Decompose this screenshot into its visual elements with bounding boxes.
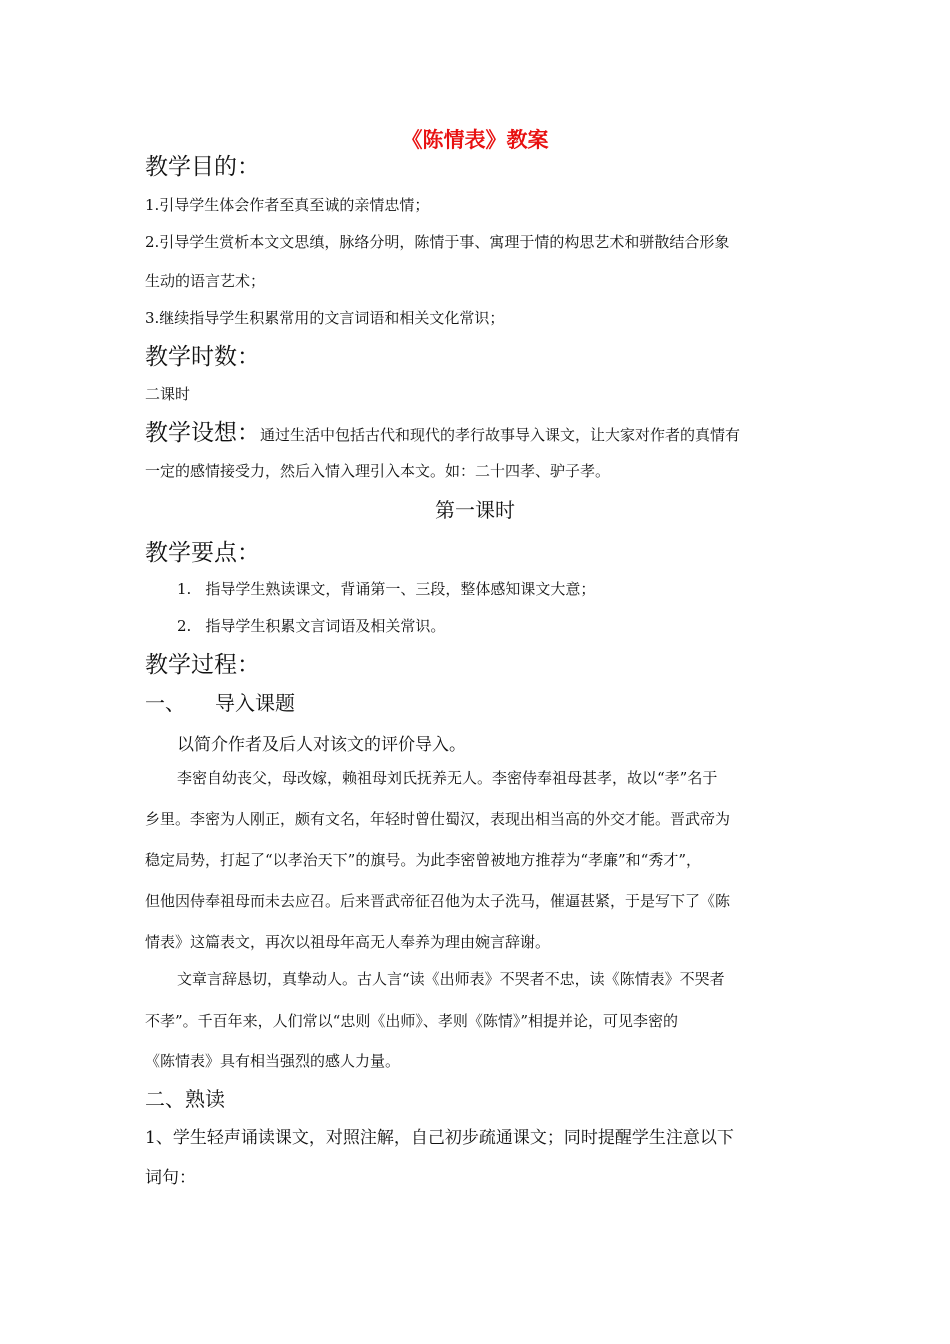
paragraph-line: 乡里。李密为人刚正，颇有文名，年轻时曾仕蜀汉，表现出相当高的外交才能。晋武帝为 (145, 810, 731, 828)
key-point-item (177, 578, 595, 599)
process-heading: 教学过程： (145, 652, 260, 678)
design-text: 通过生活中包括古代和现代的孝行故事导入课文，让大家对作者的真情有 (260, 426, 741, 444)
key-point-number: 2. (177, 617, 192, 635)
lesson-heading: 第一课时 (435, 498, 515, 522)
document-title: 《陈情表》教案 (401, 127, 549, 152)
reading-item: 1、学生轻声诵读课文，对照注解，自己初步疏通课文；同时提醒学生注意以下 (145, 1128, 734, 1148)
design-first-line (145, 414, 740, 447)
section-heading: 二、熟读 (145, 1087, 225, 1111)
key-point-number: 1. (177, 580, 192, 598)
paragraph-line: 但他因侍奉祖母而未去应召。后来晋武帝征召他为太子洗马，催逼甚紧，于是写下了《陈 (145, 892, 731, 910)
paragraph-line: 情表》这篇表文，再次以祖母年高无人奉养为理由婉言辞谢。 (145, 933, 551, 951)
objective-item: 3.继续指导学生积累常用的文言词语和相关文化常识； (145, 309, 505, 327)
objective-item: 1.引导学生体会作者至真至诚的亲情忠情； (145, 196, 430, 214)
objective-item: 2.引导学生赏析本文文思缜，脉络分明，陈情于事、寓理于情的构思艺术和骈散结合形象 (145, 233, 730, 251)
key-point-text: 指导学生积累文言词语及相关常识。 (205, 617, 446, 635)
reading-item: 词句： (145, 1168, 196, 1188)
paragraph-line: 《陈情表》具有相当强烈的感人力量。 (145, 1052, 401, 1070)
key-point-text: 指导学生熟读课文，背诵第一、三段，整体感知课文大意； (205, 580, 596, 598)
hours-value: 二课时 (145, 385, 191, 403)
key-point-item (177, 615, 445, 636)
key-points-heading: 教学要点： (145, 540, 260, 566)
hours-heading: 教学时数： (145, 344, 260, 370)
design-heading: 教学设想： (145, 420, 260, 446)
paragraph-line: 不孝”。千百年来，人们常以“忠则《出师》、孝则《陈情》”相提并论，可见李密的 (145, 1012, 679, 1030)
intro-text: 以简介作者及后人对该文的评价导入。 (177, 735, 466, 755)
objectives-heading: 教学目的： (145, 154, 260, 180)
section-number: 一、 (145, 691, 185, 715)
objective-item: 生动的语言艺术； (145, 272, 266, 290)
paragraph-line: 李密自幼丧父，母改嫁，赖祖母刘氏抚养无人。李密侍奉祖母甚孝，故以“孝”名于 (177, 769, 718, 787)
design-text: 一定的感情接受力，然后入情入理引入本文。如：二十四孝、驴子孝。 (145, 462, 611, 480)
paragraph-line: 稳定局势，打起了“以孝治天下”的旗号。为此李密曾被地方推荐为“孝廉”和“秀才”， (145, 851, 702, 869)
paragraph-line: 文章言辞恳切，真挚动人。古人言“读《出师表》不哭者不忠，读《陈情表》不哭者 (177, 970, 725, 988)
section-title: 导入课题 (215, 691, 295, 715)
section-heading (145, 687, 295, 716)
